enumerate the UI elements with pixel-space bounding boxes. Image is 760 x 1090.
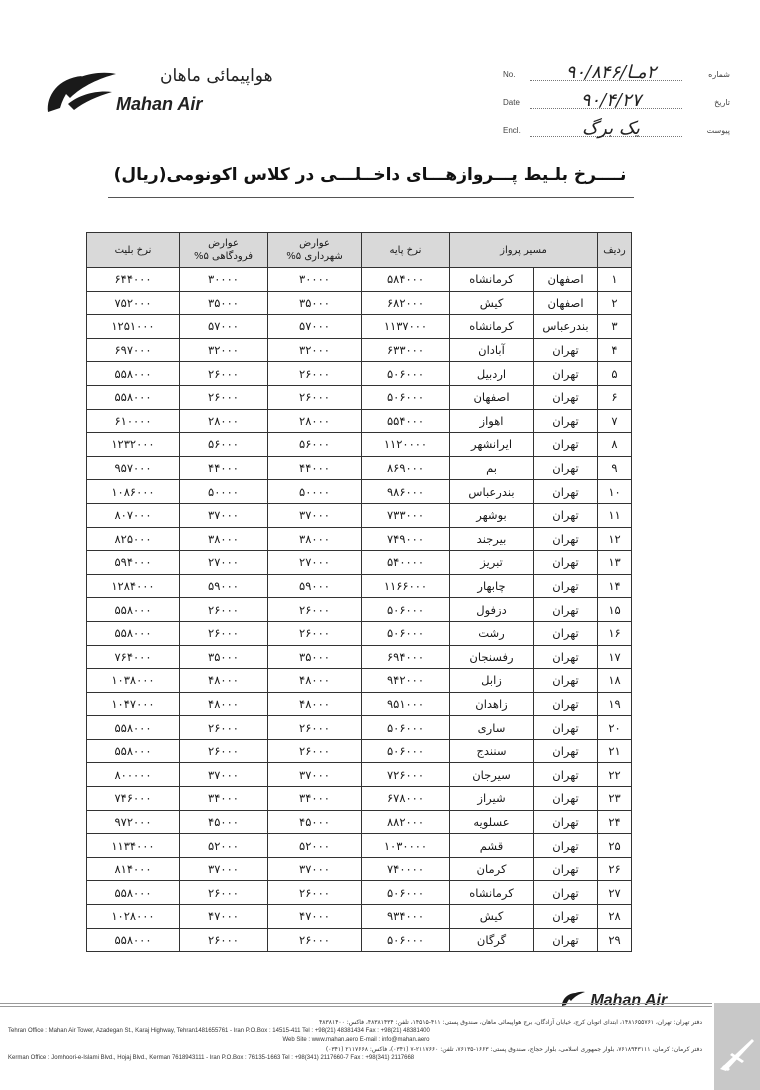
cell-municipal-tax: ۲۶۰۰۰ [268,362,362,386]
cell-base-fare: ۵۰۶۰۰۰ [362,598,450,622]
table-row [87,834,632,858]
cell-row-number: ۱ [598,268,632,292]
cell-destination: سیرجان [450,763,534,787]
cell-origin: تهران [534,621,598,645]
cell-airport-tax: ۲۶۰۰۰ [180,881,268,905]
cell-municipal-tax: ۵۲۰۰۰ [268,834,362,858]
cell-ticket-fare: ۱۱۳۴۰۰۰ [87,834,180,858]
table-row [87,315,632,339]
cell-destination: عسلویه [450,810,534,834]
meta-enclosure-value: یک برگ [582,118,640,139]
cell-destination: دزفول [450,598,534,622]
table-row [87,669,632,693]
cell-origin: تهران [534,598,598,622]
cell-ticket-fare: ۵۵۸۰۰۰ [87,716,180,740]
meta-date-label-en: Date [503,98,520,107]
cell-origin: تهران [534,810,598,834]
cell-base-fare: ۱۱۶۶۰۰۰ [362,574,450,598]
cell-base-fare: ۵۰۶۰۰۰ [362,881,450,905]
cell-row-number: ۵ [598,362,632,386]
cell-base-fare: ۶۹۴۰۰۰ [362,645,450,669]
mahan-air-logo [42,62,273,122]
cell-ticket-fare: ۹۵۷۰۰۰ [87,456,180,480]
cell-row-number: ۱۷ [598,645,632,669]
cell-ticket-fare: ۸۱۴۰۰۰ [87,857,180,881]
cell-base-fare: ۵۰۶۰۰۰ [362,716,450,740]
cell-municipal-tax: ۴۵۰۰۰ [268,810,362,834]
cell-municipal-tax: ۳۵۰۰۰ [268,645,362,669]
cell-municipal-tax: ۳۷۰۰۰ [268,503,362,527]
page-title: نــــرخ بلـیط پـــروازهـــای داخــلـــی در کلاس اکونومی(ریال) [113,165,627,185]
cell-ticket-fare: ۵۵۸۰۰۰ [87,928,180,952]
table-row [87,928,632,952]
cell-destination: کرمانشاه [450,268,534,292]
cell-municipal-tax: ۵۹۰۰۰ [268,574,362,598]
cell-destination: بیرجند [450,527,534,551]
cell-airport-tax: ۳۷۰۰۰ [180,857,268,881]
cell-row-number: ۱۶ [598,621,632,645]
footer-rule [0,1003,712,1007]
cell-destination: کیش [450,291,534,315]
footer-logo [560,990,667,1010]
title-underline [108,197,634,198]
cell-destination: ایرانشهر [450,433,534,457]
cell-origin: تهران [534,669,598,693]
table-row [87,385,632,409]
cell-origin: تهران [534,716,598,740]
table-row [87,621,632,645]
meta-enclosure-row [500,120,730,148]
cell-ticket-fare: ۷۵۲۰۰۰ [87,291,180,315]
cell-airport-tax: ۵۰۰۰۰ [180,480,268,504]
cell-ticket-fare: ۵۵۸۰۰۰ [87,598,180,622]
table-row [87,456,632,480]
cell-row-number: ۱۲ [598,527,632,551]
cell-origin: تهران [534,527,598,551]
cell-airport-tax: ۳۷۰۰۰ [180,763,268,787]
cell-origin: تهران [534,881,598,905]
cell-origin: تهران [534,692,598,716]
cell-municipal-tax: ۲۶۰۰۰ [268,881,362,905]
cell-ticket-fare: ۱۲۸۴۰۰۰ [87,574,180,598]
cell-ticket-fare: ۱۰۲۸۰۰۰ [87,905,180,929]
cell-row-number: ۷ [598,409,632,433]
cell-airport-tax: ۵۷۰۰۰ [180,315,268,339]
cell-base-fare: ۵۵۴۰۰۰ [362,409,450,433]
cell-airport-tax: ۲۶۰۰۰ [180,716,268,740]
cell-municipal-tax: ۳۵۰۰۰ [268,291,362,315]
cell-row-number: ۹ [598,456,632,480]
cell-base-fare: ۱۱۲۰۰۰۰ [362,433,450,457]
cell-airport-tax: ۵۶۰۰۰ [180,433,268,457]
leaf-logo-icon [42,68,118,116]
cell-base-fare: ۵۰۶۰۰۰ [362,621,450,645]
cell-origin: تهران [534,905,598,929]
table-row [87,433,632,457]
cell-destination: کرمانشاه [450,315,534,339]
table-row [87,716,632,740]
cell-destination: زابل [450,669,534,693]
cell-row-number: ۱۰ [598,480,632,504]
cell-base-fare: ۹۳۴۰۰۰ [362,905,450,929]
cell-municipal-tax: ۲۷۰۰۰ [268,551,362,575]
cell-ticket-fare: ۸۰۰۰۰۰ [87,763,180,787]
cell-airport-tax: ۴۵۰۰۰ [180,810,268,834]
meta-date-value: ۹۰/۴/۲۷ [580,90,642,111]
cell-destination: شیراز [450,787,534,811]
cell-municipal-tax: ۳۷۰۰۰ [268,857,362,881]
cell-destination: کرمانشاه [450,881,534,905]
footer-logo-text: Mahan Air [590,992,668,1009]
table-row [87,480,632,504]
cell-row-number: ۱۱ [598,503,632,527]
cell-base-fare: ۵۰۶۰۰۰ [362,385,450,409]
cell-ticket-fare: ۱۲۵۱۰۰۰ [87,315,180,339]
cell-base-fare: ۸۸۲۰۰۰ [362,810,450,834]
cell-municipal-tax: ۲۸۰۰۰ [268,409,362,433]
footer-kerman-fa: دفتر کرمان: کرمان، ۷۶۱۸۹۴۳۱۱۱، بلوار جمهوری اسلامی، بلوار حجاج، صندوق پستی: ۱۶۶۳-۷۶۱۳۵، تلفن: ۲۱۱۷۶۶۰-۷ (۰۳۴۱)، فاکس: ۲۱۱۷۶۶۸ (۰۳۴۱) [325,1046,702,1053]
table-row [87,763,632,787]
table-row [87,881,632,905]
cell-municipal-tax: ۵۰۰۰۰ [268,480,362,504]
table-row [87,905,632,929]
cell-destination: کرمان [450,857,534,881]
cell-origin: تهران [534,362,598,386]
cell-origin: تهران [534,433,598,457]
cell-airport-tax: ۳۵۰۰۰ [180,645,268,669]
cell-origin: تهران [534,834,598,858]
cell-row-number: ۲ [598,291,632,315]
cell-origin: بندرعباس [534,315,598,339]
cell-ticket-fare: ۵۵۸۰۰۰ [87,385,180,409]
cell-origin: تهران [534,456,598,480]
cell-ticket-fare: ۱۰۸۶۰۰۰ [87,480,180,504]
cell-destination: بوشهر [450,503,534,527]
header-row-number: ردیف [598,233,632,268]
meta-number-row [500,64,730,92]
cell-destination: رفسنجان [450,645,534,669]
cell-row-number: ۱۵ [598,598,632,622]
cell-airport-tax: ۳۴۰۰۰ [180,787,268,811]
cell-base-fare: ۵۰۶۰۰۰ [362,739,450,763]
cell-origin: تهران [534,551,598,575]
cell-origin: تهران [534,763,598,787]
cell-municipal-tax: ۵۶۰۰۰ [268,433,362,457]
table-row [87,362,632,386]
cell-row-number: ۳ [598,315,632,339]
footer-plane-badge [714,1003,760,1090]
footer-tehran-en: Tehran Office : Mahan Air Tower, Azadegan St., Karaj Highway, Tehran1481655761 - Iran P.O.Box : 14515-411 Tel : +98(21) 48381434 Fax : +98(21) 48381400 [8,1028,430,1034]
cell-row-number: ۲۸ [598,905,632,929]
cell-base-fare: ۸۶۹۰۰۰ [362,456,450,480]
cell-ticket-fare: ۸۰۷۰۰۰ [87,503,180,527]
cell-destination: تبریز [450,551,534,575]
cell-municipal-tax: ۲۶۰۰۰ [268,598,362,622]
logo-persian-text: هواپیمائی ماهان [160,66,273,86]
cell-row-number: ۲۳ [598,787,632,811]
table-row [87,787,632,811]
cell-row-number: ۱۳ [598,551,632,575]
table-row [87,551,632,575]
cell-destination: رشت [450,621,534,645]
table-row [87,598,632,622]
cell-origin: تهران [534,787,598,811]
cell-origin: تهران [534,574,598,598]
cell-origin: تهران [534,857,598,881]
meta-number-label-fa: شماره [708,70,730,79]
cell-origin: اصفهان [534,268,598,292]
cell-row-number: ۲۵ [598,834,632,858]
cell-destination: آبادان [450,338,534,362]
cell-airport-tax: ۳۸۰۰۰ [180,527,268,551]
cell-ticket-fare: ۷۴۶۰۰۰ [87,787,180,811]
document-meta [500,64,730,148]
cell-origin: تهران [534,928,598,952]
cell-base-fare: ۷۲۶۰۰۰ [362,763,450,787]
cell-ticket-fare: ۱۲۳۲۰۰۰ [87,433,180,457]
cell-base-fare: ۶۸۲۰۰۰ [362,291,450,315]
cell-destination: بندرعباس [450,480,534,504]
cell-airport-tax: ۲۶۰۰۰ [180,362,268,386]
footer-kerman-en: Kerman Office : Jomhoori-e-Islami Blvd., Hojaj Blvd., Kerman 7618943111 - Iran P.O.Box : 76135-1663 Tel : +98(341) 2117660-7 Fax : +98(341) 2117668 [8,1055,415,1061]
cell-destination: اصفهان [450,385,534,409]
cell-destination: اهواز [450,409,534,433]
meta-number-value: ۲مـا/۹۰/۸۴۶ [565,62,657,83]
cell-municipal-tax: ۲۶۰۰۰ [268,716,362,740]
fare-table-body [87,268,632,952]
cell-base-fare: ۵۰۶۰۰۰ [362,362,450,386]
meta-enclosure-label-fa: پیوست [706,126,730,135]
cell-origin: تهران [534,338,598,362]
cell-municipal-tax: ۲۶۰۰۰ [268,739,362,763]
cell-row-number: ۲۹ [598,928,632,952]
cell-ticket-fare: ۸۲۵۰۰۰ [87,527,180,551]
cell-base-fare: ۷۴۹۰۰۰ [362,527,450,551]
cell-airport-tax: ۲۸۰۰۰ [180,409,268,433]
table-row [87,338,632,362]
cell-airport-tax: ۴۸۰۰۰ [180,669,268,693]
cell-ticket-fare: ۶۴۴۰۰۰ [87,268,180,292]
table-row [87,645,632,669]
cell-airport-tax: ۲۶۰۰۰ [180,928,268,952]
cell-destination: سنندج [450,739,534,763]
cell-row-number: ۱۸ [598,669,632,693]
cell-base-fare: ۱۰۳۰۰۰۰ [362,834,450,858]
cell-destination: کیش [450,905,534,929]
cell-base-fare: ۵۸۴۰۰۰ [362,268,450,292]
cell-origin: تهران [534,645,598,669]
cell-ticket-fare: ۵۹۴۰۰۰ [87,551,180,575]
table-row [87,291,632,315]
footer-contact [0,1018,712,1063]
cell-base-fare: ۶۷۸۰۰۰ [362,787,450,811]
plane-icon [714,1025,760,1085]
table-row [87,810,632,834]
cell-destination: گرگان [450,928,534,952]
table-row [87,409,632,433]
cell-ticket-fare: ۵۵۸۰۰۰ [87,621,180,645]
cell-origin: تهران [534,739,598,763]
cell-row-number: ۲۱ [598,739,632,763]
cell-origin: تهران [534,480,598,504]
header-airport-tax: عوارض فرودگاهی ۵% [180,233,268,268]
header-ticket-fare: نرخ بلیت [87,233,180,268]
cell-airport-tax: ۲۶۰۰۰ [180,385,268,409]
footer-tehran-fa: دفتر تهران: تهران، ۱۴۸۱۶۵۵۷۶۱، ابتدای اتوبان کرج، خیابان آزادگان، برج هواپیمائی ماهان، صندوق پستی: ۴۱۱-۱۴۵۱۵، تلفن: ۴۸۳۸۱۴۳۴، فاکس: ۴۸۳۸۱۴۰۰ [319,1019,702,1026]
meta-date-row [500,92,730,120]
meta-number-label-en: No. [503,70,516,79]
logo-english-text: Mahan Air [116,94,203,114]
cell-municipal-tax: ۲۶۰۰۰ [268,385,362,409]
cell-municipal-tax: ۴۷۰۰۰ [268,905,362,929]
cell-municipal-tax: ۲۶۰۰۰ [268,928,362,952]
cell-row-number: ۶ [598,385,632,409]
meta-date-label-fa: تاریخ [714,98,730,107]
table-row [87,268,632,292]
cell-airport-tax: ۲۶۰۰۰ [180,621,268,645]
cell-base-fare: ۵۰۶۰۰۰ [362,928,450,952]
cell-airport-tax: ۴۴۰۰۰ [180,456,268,480]
cell-base-fare: ۷۳۳۰۰۰ [362,503,450,527]
cell-airport-tax: ۳۰۰۰۰ [180,268,268,292]
cell-ticket-fare: ۶۱۰۰۰۰ [87,409,180,433]
cell-destination: قشم [450,834,534,858]
cell-airport-tax: ۴۸۰۰۰ [180,692,268,716]
cell-municipal-tax: ۳۲۰۰۰ [268,338,362,362]
cell-row-number: ۲۴ [598,810,632,834]
table-row [87,527,632,551]
cell-airport-tax: ۵۲۰۰۰ [180,834,268,858]
cell-ticket-fare: ۵۵۸۰۰۰ [87,739,180,763]
cell-row-number: ۲۶ [598,857,632,881]
cell-airport-tax: ۲۶۰۰۰ [180,598,268,622]
meta-enclosure-label-en: Encl. [503,126,521,135]
cell-municipal-tax: ۵۷۰۰۰ [268,315,362,339]
cell-ticket-fare: ۵۵۸۰۰۰ [87,362,180,386]
cell-origin: تهران [534,503,598,527]
fare-table [86,232,632,952]
cell-municipal-tax: ۴۴۰۰۰ [268,456,362,480]
cell-base-fare: ۹۸۶۰۰۰ [362,480,450,504]
cell-base-fare: ۶۳۳۰۰۰ [362,338,450,362]
header-base-fare: نرخ پایه [362,233,450,268]
cell-row-number: ۲۲ [598,763,632,787]
cell-destination: زاهدان [450,692,534,716]
table-row [87,503,632,527]
cell-municipal-tax: ۳۴۰۰۰ [268,787,362,811]
table-header-row [87,233,632,268]
cell-row-number: ۸ [598,433,632,457]
cell-row-number: ۲۰ [598,716,632,740]
header-route: مسیر پرواز [450,233,598,268]
footer-web: Web Site : www.mahan.aero E-mail : info@mahan.aero [282,1037,430,1043]
cell-ticket-fare: ۱۰۴۷۰۰۰ [87,692,180,716]
table-row [87,692,632,716]
cell-row-number: ۲۷ [598,881,632,905]
cell-base-fare: ۵۴۰۰۰۰ [362,551,450,575]
table-row [87,574,632,598]
cell-base-fare: ۷۴۰۰۰۰ [362,857,450,881]
cell-airport-tax: ۲۶۰۰۰ [180,739,268,763]
cell-airport-tax: ۴۷۰۰۰ [180,905,268,929]
cell-airport-tax: ۳۵۰۰۰ [180,291,268,315]
cell-row-number: ۱۴ [598,574,632,598]
cell-row-number: ۴ [598,338,632,362]
cell-origin: اصفهان [534,291,598,315]
cell-ticket-fare: ۷۶۴۰۰۰ [87,645,180,669]
cell-municipal-tax: ۲۶۰۰۰ [268,621,362,645]
cell-row-number: ۱۹ [598,692,632,716]
cell-ticket-fare: ۵۵۸۰۰۰ [87,881,180,905]
cell-ticket-fare: ۹۷۲۰۰۰ [87,810,180,834]
cell-airport-tax: ۵۹۰۰۰ [180,574,268,598]
cell-airport-tax: ۳۷۰۰۰ [180,503,268,527]
cell-municipal-tax: ۴۸۰۰۰ [268,669,362,693]
cell-ticket-fare: ۶۹۷۰۰۰ [87,338,180,362]
cell-destination: بم [450,456,534,480]
cell-municipal-tax: ۴۸۰۰۰ [268,692,362,716]
cell-base-fare: ۹۵۱۰۰۰ [362,692,450,716]
header-municipal-tax: عوارض شهرداری ۵% [268,233,362,268]
cell-municipal-tax: ۳۷۰۰۰ [268,763,362,787]
cell-airport-tax: ۳۲۰۰۰ [180,338,268,362]
cell-origin: تهران [534,385,598,409]
table-row [87,739,632,763]
cell-destination: اردبیل [450,362,534,386]
cell-municipal-tax: ۳۰۰۰۰ [268,268,362,292]
cell-municipal-tax: ۳۸۰۰۰ [268,527,362,551]
cell-destination: چابهار [450,574,534,598]
cell-destination: ساری [450,716,534,740]
cell-origin: تهران [534,409,598,433]
cell-ticket-fare: ۱۰۳۸۰۰۰ [87,669,180,693]
table-row [87,857,632,881]
cell-airport-tax: ۲۷۰۰۰ [180,551,268,575]
cell-base-fare: ۱۱۳۷۰۰۰ [362,315,450,339]
cell-base-fare: ۹۴۲۰۰۰ [362,669,450,693]
